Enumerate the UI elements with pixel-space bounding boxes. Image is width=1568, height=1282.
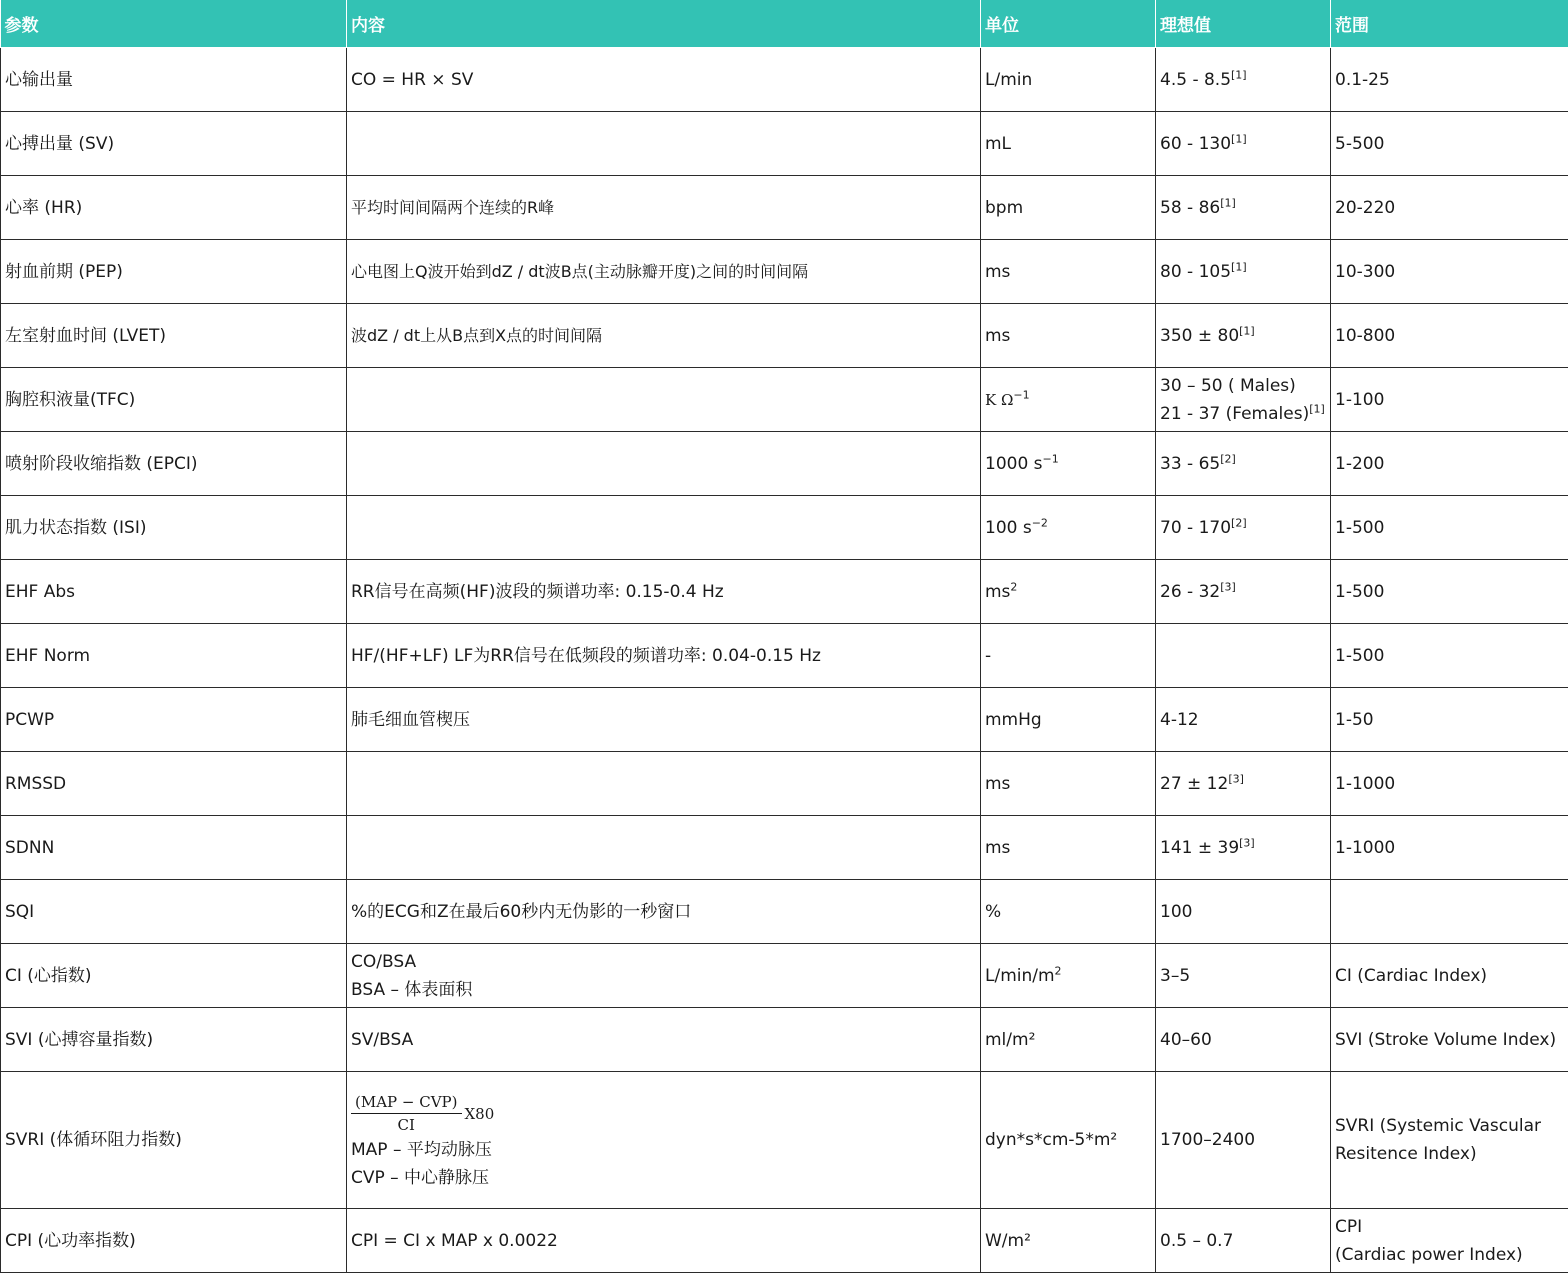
table-row: [1, 432, 1568, 496]
formula-denominator: CI: [397, 1116, 415, 1134]
param-cell: 心输出量: [1, 48, 347, 112]
param-cell: 喷射阶段收缩指数 (EPCI): [1, 432, 347, 496]
param-cell: SVI (心搏容量指数): [1, 1008, 347, 1072]
table-row: [1, 1209, 1568, 1273]
ideal-value: 141 ± 39: [1160, 837, 1240, 858]
unit-cell: [981, 496, 1156, 560]
reference-marker: [1]: [1231, 67, 1247, 81]
table-row: [1, 1008, 1568, 1072]
unit-cell: ms: [981, 816, 1156, 880]
content-cell: RR信号在高频(HF)波段的频谱功率: 0.15-0.4 Hz: [347, 560, 981, 624]
content-cell: [347, 368, 981, 432]
content-cell: 心电图上Q波开始到dZ / dt波B点(主动脉瓣开度)之间的时间间隔: [347, 240, 981, 304]
unit-cell: ms: [981, 304, 1156, 368]
table-row: [1, 112, 1568, 176]
content-cell: %的ECG和Z在最后60秒内无伪影的一秒窗口: [347, 880, 981, 944]
ideal-cell: [1156, 496, 1331, 560]
reference-marker: [1]: [1309, 401, 1325, 415]
formula-numerator: (MAP − CVP): [351, 1091, 462, 1114]
range-cell: 20-220: [1331, 176, 1568, 240]
unit-cell: ms: [981, 240, 1156, 304]
unit-cell: %: [981, 880, 1156, 944]
content-cell: [347, 1072, 981, 1209]
reference-marker: [2]: [1220, 451, 1236, 465]
reference-marker: [3]: [1228, 771, 1244, 785]
table-row: [1, 752, 1568, 816]
range-cell: 1-200: [1331, 432, 1568, 496]
ideal-cell: 3–5: [1156, 944, 1331, 1008]
reference-marker: [1]: [1220, 195, 1236, 209]
unit-cell: [981, 944, 1156, 1008]
ideal-cell: 4-12: [1156, 688, 1331, 752]
ideal-value: 30 – 50 ( Males): [1160, 375, 1296, 396]
ideal-value: 27 ± 12: [1160, 773, 1229, 794]
ideal-cell: [1156, 176, 1331, 240]
range-cell: 1-1000: [1331, 816, 1568, 880]
ideal-cell: [1156, 112, 1331, 176]
content-cell: [347, 752, 981, 816]
range-cell: 0.1-25: [1331, 48, 1568, 112]
table-row: [1, 48, 1568, 112]
range-cell: 1-500: [1331, 624, 1568, 688]
ideal-cell: [1156, 368, 1331, 432]
param-cell: CI (心指数): [1, 944, 347, 1008]
unit-value: L/min/m: [985, 965, 1055, 986]
content-cell: SV/BSA: [347, 1008, 981, 1072]
content-line-2: MAP – 平均动脉压: [351, 1140, 492, 1160]
range-line-2: (Cardiac power Index): [1335, 1244, 1523, 1265]
table-row: [1, 944, 1568, 1008]
table-row: [1, 688, 1568, 752]
range-cell: [1331, 1209, 1568, 1273]
range-cell: 1-100: [1331, 368, 1568, 432]
content-cell: [347, 816, 981, 880]
param-cell: 射血前期 (PEP): [1, 240, 347, 304]
ideal-cell: [1156, 240, 1331, 304]
range-cell: 1-500: [1331, 560, 1568, 624]
ideal-value: 4.5 - 8.5: [1160, 69, 1232, 90]
param-cell: SDNN: [1, 816, 347, 880]
ideal-cell: 1700–2400: [1156, 1072, 1331, 1209]
header-content: 内容: [347, 0, 981, 48]
content-cell: [347, 496, 981, 560]
param-cell: SVRI (体循环阻力指数): [1, 1072, 347, 1209]
range-cell: 1-50: [1331, 688, 1568, 752]
param-cell: 心搏出量 (SV): [1, 112, 347, 176]
ideal-cell: 0.5 – 0.7: [1156, 1209, 1331, 1273]
content-line: CO/BSA: [351, 951, 417, 972]
table-row: [1, 560, 1568, 624]
unit-cell: [981, 368, 1156, 432]
ideal-cell: [1156, 560, 1331, 624]
reference-marker: [1]: [1231, 131, 1247, 145]
unit-exponent: −1: [1013, 387, 1030, 401]
table-row: [1, 1072, 1568, 1209]
unit-exponent: 2: [1054, 963, 1062, 977]
param-cell: 胸腔积液量(TFC): [1, 368, 347, 432]
content-line-2: BSA – 体表面积: [351, 979, 473, 1000]
content-cell: CO = HR × SV: [347, 48, 981, 112]
content-cell: CPI = CI x MAP x 0.0022: [347, 1209, 981, 1273]
param-cell: CPI (心功率指数): [1, 1209, 347, 1273]
unit-exponent: 2: [1010, 579, 1018, 593]
param-cell: RMSSD: [1, 752, 347, 816]
unit-cell: dyn*s*cm-5*m²: [981, 1072, 1156, 1209]
ideal-cell: [1156, 816, 1331, 880]
table-row: [1, 624, 1568, 688]
ideal-value: 26 - 32: [1160, 581, 1221, 602]
content-cell: [347, 432, 981, 496]
table-row: [1, 240, 1568, 304]
range-cell: 10-300: [1331, 240, 1568, 304]
unit-value: 100 s: [985, 517, 1032, 538]
content-line-3: CVP – 中心静脉压: [351, 1168, 490, 1188]
ideal-value: 33 - 65: [1160, 453, 1221, 474]
ideal-cell: [1156, 624, 1331, 688]
ideal-value: 58 - 86: [1160, 197, 1221, 218]
range-cell: [1331, 880, 1568, 944]
formula-fraction: [351, 1091, 462, 1136]
formula-multiplier: X80: [464, 1104, 495, 1123]
ideal-value: 80 - 105: [1160, 261, 1232, 282]
header-unit: 单位: [981, 0, 1156, 48]
unit-cell: L/min: [981, 48, 1156, 112]
unit-cell: [981, 432, 1156, 496]
table-row: [1, 176, 1568, 240]
ideal-value-secondary: 21 - 37 (Females): [1160, 403, 1310, 424]
content-cell: 肺毛细血管楔压: [347, 688, 981, 752]
range-line: CPI: [1335, 1216, 1363, 1237]
unit-value: ms: [985, 581, 1011, 602]
unit-cell: bpm: [981, 176, 1156, 240]
reference-marker: [1]: [1231, 259, 1247, 273]
reference-marker: [3]: [1239, 835, 1255, 849]
unit-exponent: −1: [1042, 451, 1059, 465]
unit-cell: ms: [981, 752, 1156, 816]
content-cell: 波dZ / dt上从B点到X点的时间间隔: [347, 304, 981, 368]
content-cell: HF/(HF+LF) LF为RR信号在低频段的频谱功率: 0.04-0.15 Hz: [347, 624, 981, 688]
ideal-value: 70 - 170: [1160, 517, 1232, 538]
content-cell: 平均时间间隔两个连续的R峰: [347, 176, 981, 240]
range-cell: SVI (Stroke Volume Index): [1331, 1008, 1568, 1072]
range-cell: 1-500: [1331, 496, 1568, 560]
unit-cell: mL: [981, 112, 1156, 176]
range-cell: [1331, 1072, 1568, 1209]
unit-cell: ml/m²: [981, 1008, 1156, 1072]
param-cell: EHF Abs: [1, 560, 347, 624]
header-ideal: 理想值: [1156, 0, 1331, 48]
content-cell: [347, 944, 981, 1008]
unit-cell: [981, 560, 1156, 624]
unit-value: 1000 s: [985, 453, 1043, 474]
ideal-cell: [1156, 432, 1331, 496]
range-cell: 10-800: [1331, 304, 1568, 368]
table-row: [1, 880, 1568, 944]
unit-cell: -: [981, 624, 1156, 688]
content-cell: [347, 112, 981, 176]
ideal-value: 350 ± 80: [1160, 325, 1240, 346]
param-cell: SQI: [1, 880, 347, 944]
unit-cell: mmHg: [981, 688, 1156, 752]
svri-formula: [351, 1091, 494, 1136]
table-header-row: [1, 0, 1568, 48]
range-line: SVRI (Systemic Vascular: [1335, 1116, 1541, 1136]
param-cell: PCWP: [1, 688, 347, 752]
range-cell: 5-500: [1331, 112, 1568, 176]
param-cell: 心率 (HR): [1, 176, 347, 240]
table-row: [1, 816, 1568, 880]
unit-exponent: −2: [1031, 515, 1048, 529]
unit-value: K Ω: [985, 390, 1014, 409]
ideal-cell: [1156, 48, 1331, 112]
ideal-cell: [1156, 304, 1331, 368]
range-cell: CI (Cardiac Index): [1331, 944, 1568, 1008]
reference-marker: [2]: [1231, 515, 1247, 529]
param-cell: 肌力状态指数 (ISI): [1, 496, 347, 560]
header-range: 范围: [1331, 0, 1568, 48]
range-cell: 1-1000: [1331, 752, 1568, 816]
ideal-value: 60 - 130: [1160, 133, 1232, 154]
table-row: [1, 496, 1568, 560]
table-row: [1, 304, 1568, 368]
ideal-cell: 40–60: [1156, 1008, 1331, 1072]
reference-marker: [1]: [1239, 323, 1255, 337]
unit-cell: W/m²: [981, 1209, 1156, 1273]
param-cell: 左室射血时间 (LVET): [1, 304, 347, 368]
ideal-cell: 100: [1156, 880, 1331, 944]
range-line-2: Resitence Index): [1335, 1144, 1477, 1164]
table-row: [1, 368, 1568, 432]
ideal-cell: [1156, 752, 1331, 816]
param-cell: EHF Norm: [1, 624, 347, 688]
header-param: 参数: [1, 0, 347, 48]
reference-marker: [3]: [1220, 579, 1236, 593]
